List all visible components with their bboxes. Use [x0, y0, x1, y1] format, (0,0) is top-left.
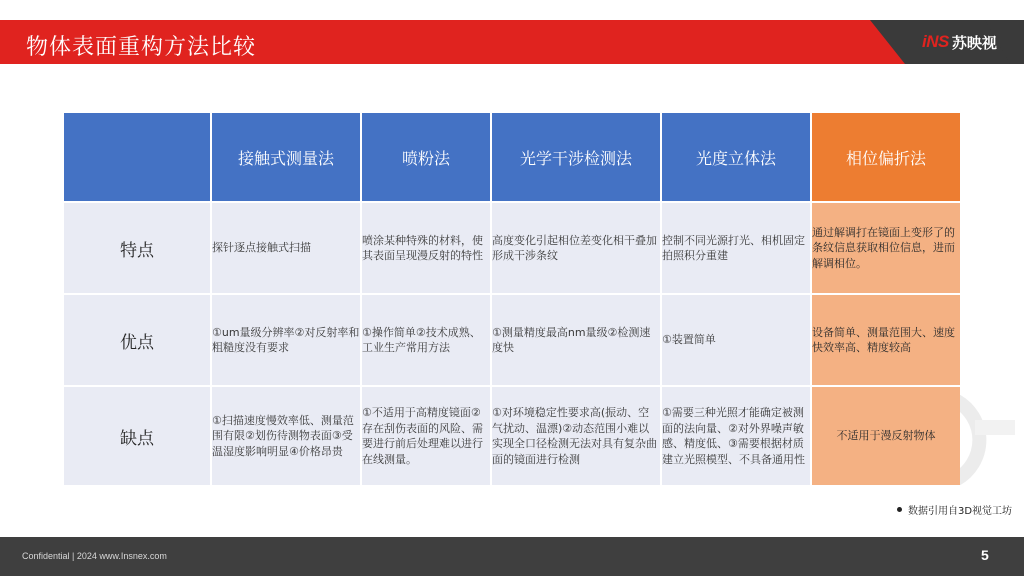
column-header-highlight: 相位偏折法 [812, 113, 960, 201]
watermark-graphic [955, 395, 1015, 485]
table-cell: ①um量级分辨率②对反射率和粗糙度没有要求 [212, 295, 360, 385]
logo-ins-text: iNS [922, 32, 949, 51]
column-header: 喷粉法 [362, 113, 490, 201]
table-cell: 高度变化引起相位差变化相干叠加形成干涉条纹 [492, 203, 660, 293]
table-cell: ①扫描速度慢效率低、测量范围有限②划伤待测物表面③受温湿度影响明显④价格昂贵 [212, 387, 360, 485]
header-bar [0, 0, 1024, 64]
table-row [64, 295, 960, 385]
footer-text: Confidential | 2024 www.Insnex.com [22, 551, 167, 561]
table-cell-highlight: 不适用于漫反射物体 [812, 387, 960, 485]
table-cell: 喷涂某种特殊的材料，使其表面呈现漫反射的特性 [362, 203, 490, 293]
page-number: 5 [981, 547, 989, 563]
column-header: 光度立体法 [662, 113, 810, 201]
table-cell: ①不适用于高精度镜面②存在刮伤表面的风险、需要进行前后处理难以进行在线测量。 [362, 387, 490, 485]
table-corner-cell [64, 113, 210, 201]
table-row [64, 387, 960, 485]
table-row [64, 203, 960, 293]
table-cell: ①装置简单 [662, 295, 810, 385]
source-note [897, 502, 1012, 517]
table-cell: ①对环境稳定性要求高(振动、空气扰动、温漂)②动态范围小难以实现全口径检测无法对具有复杂曲面的镜面进行检测 [492, 387, 660, 485]
company-logo [922, 30, 997, 54]
table-cell: 控制不同光源打光、相机固定拍照积分重建 [662, 203, 810, 293]
table-header-row [64, 113, 960, 201]
row-header: 特点 [64, 203, 210, 293]
bullet-icon [897, 507, 902, 512]
table-cell: 探针逐点接触式扫描 [212, 203, 360, 293]
logo-cn-text: 苏映视 [951, 33, 997, 52]
comparison-table [62, 111, 962, 487]
table-cell: ①需要三种光照才能确定被测面的法向量、②对外界噪声敏感、精度低、③需要根据材质建立光照模型、不具备通用性 [662, 387, 810, 485]
row-header: 优点 [64, 295, 210, 385]
page-title: 物体表面重构方法比较 [26, 35, 257, 60]
table-cell-highlight: 通过解调打在镜面上变形了的条纹信息获取相位信息，进而解调相位。 [812, 203, 960, 293]
source-note-text: 数据引用自3D视觉工坊 [908, 506, 1013, 517]
row-header: 缺点 [64, 387, 210, 485]
column-header: 接触式测量法 [212, 113, 360, 201]
table-cell: ①操作简单②技术成熟、工业生产常用方法 [362, 295, 490, 385]
table-cell: ①测量精度最高nm量级②检测速度快 [492, 295, 660, 385]
table-cell-highlight: 设备简单、测量范围大、速度快效率高、精度较高 [812, 295, 960, 385]
footer-bar [0, 537, 1024, 576]
column-header: 光学干涉检测法 [492, 113, 660, 201]
